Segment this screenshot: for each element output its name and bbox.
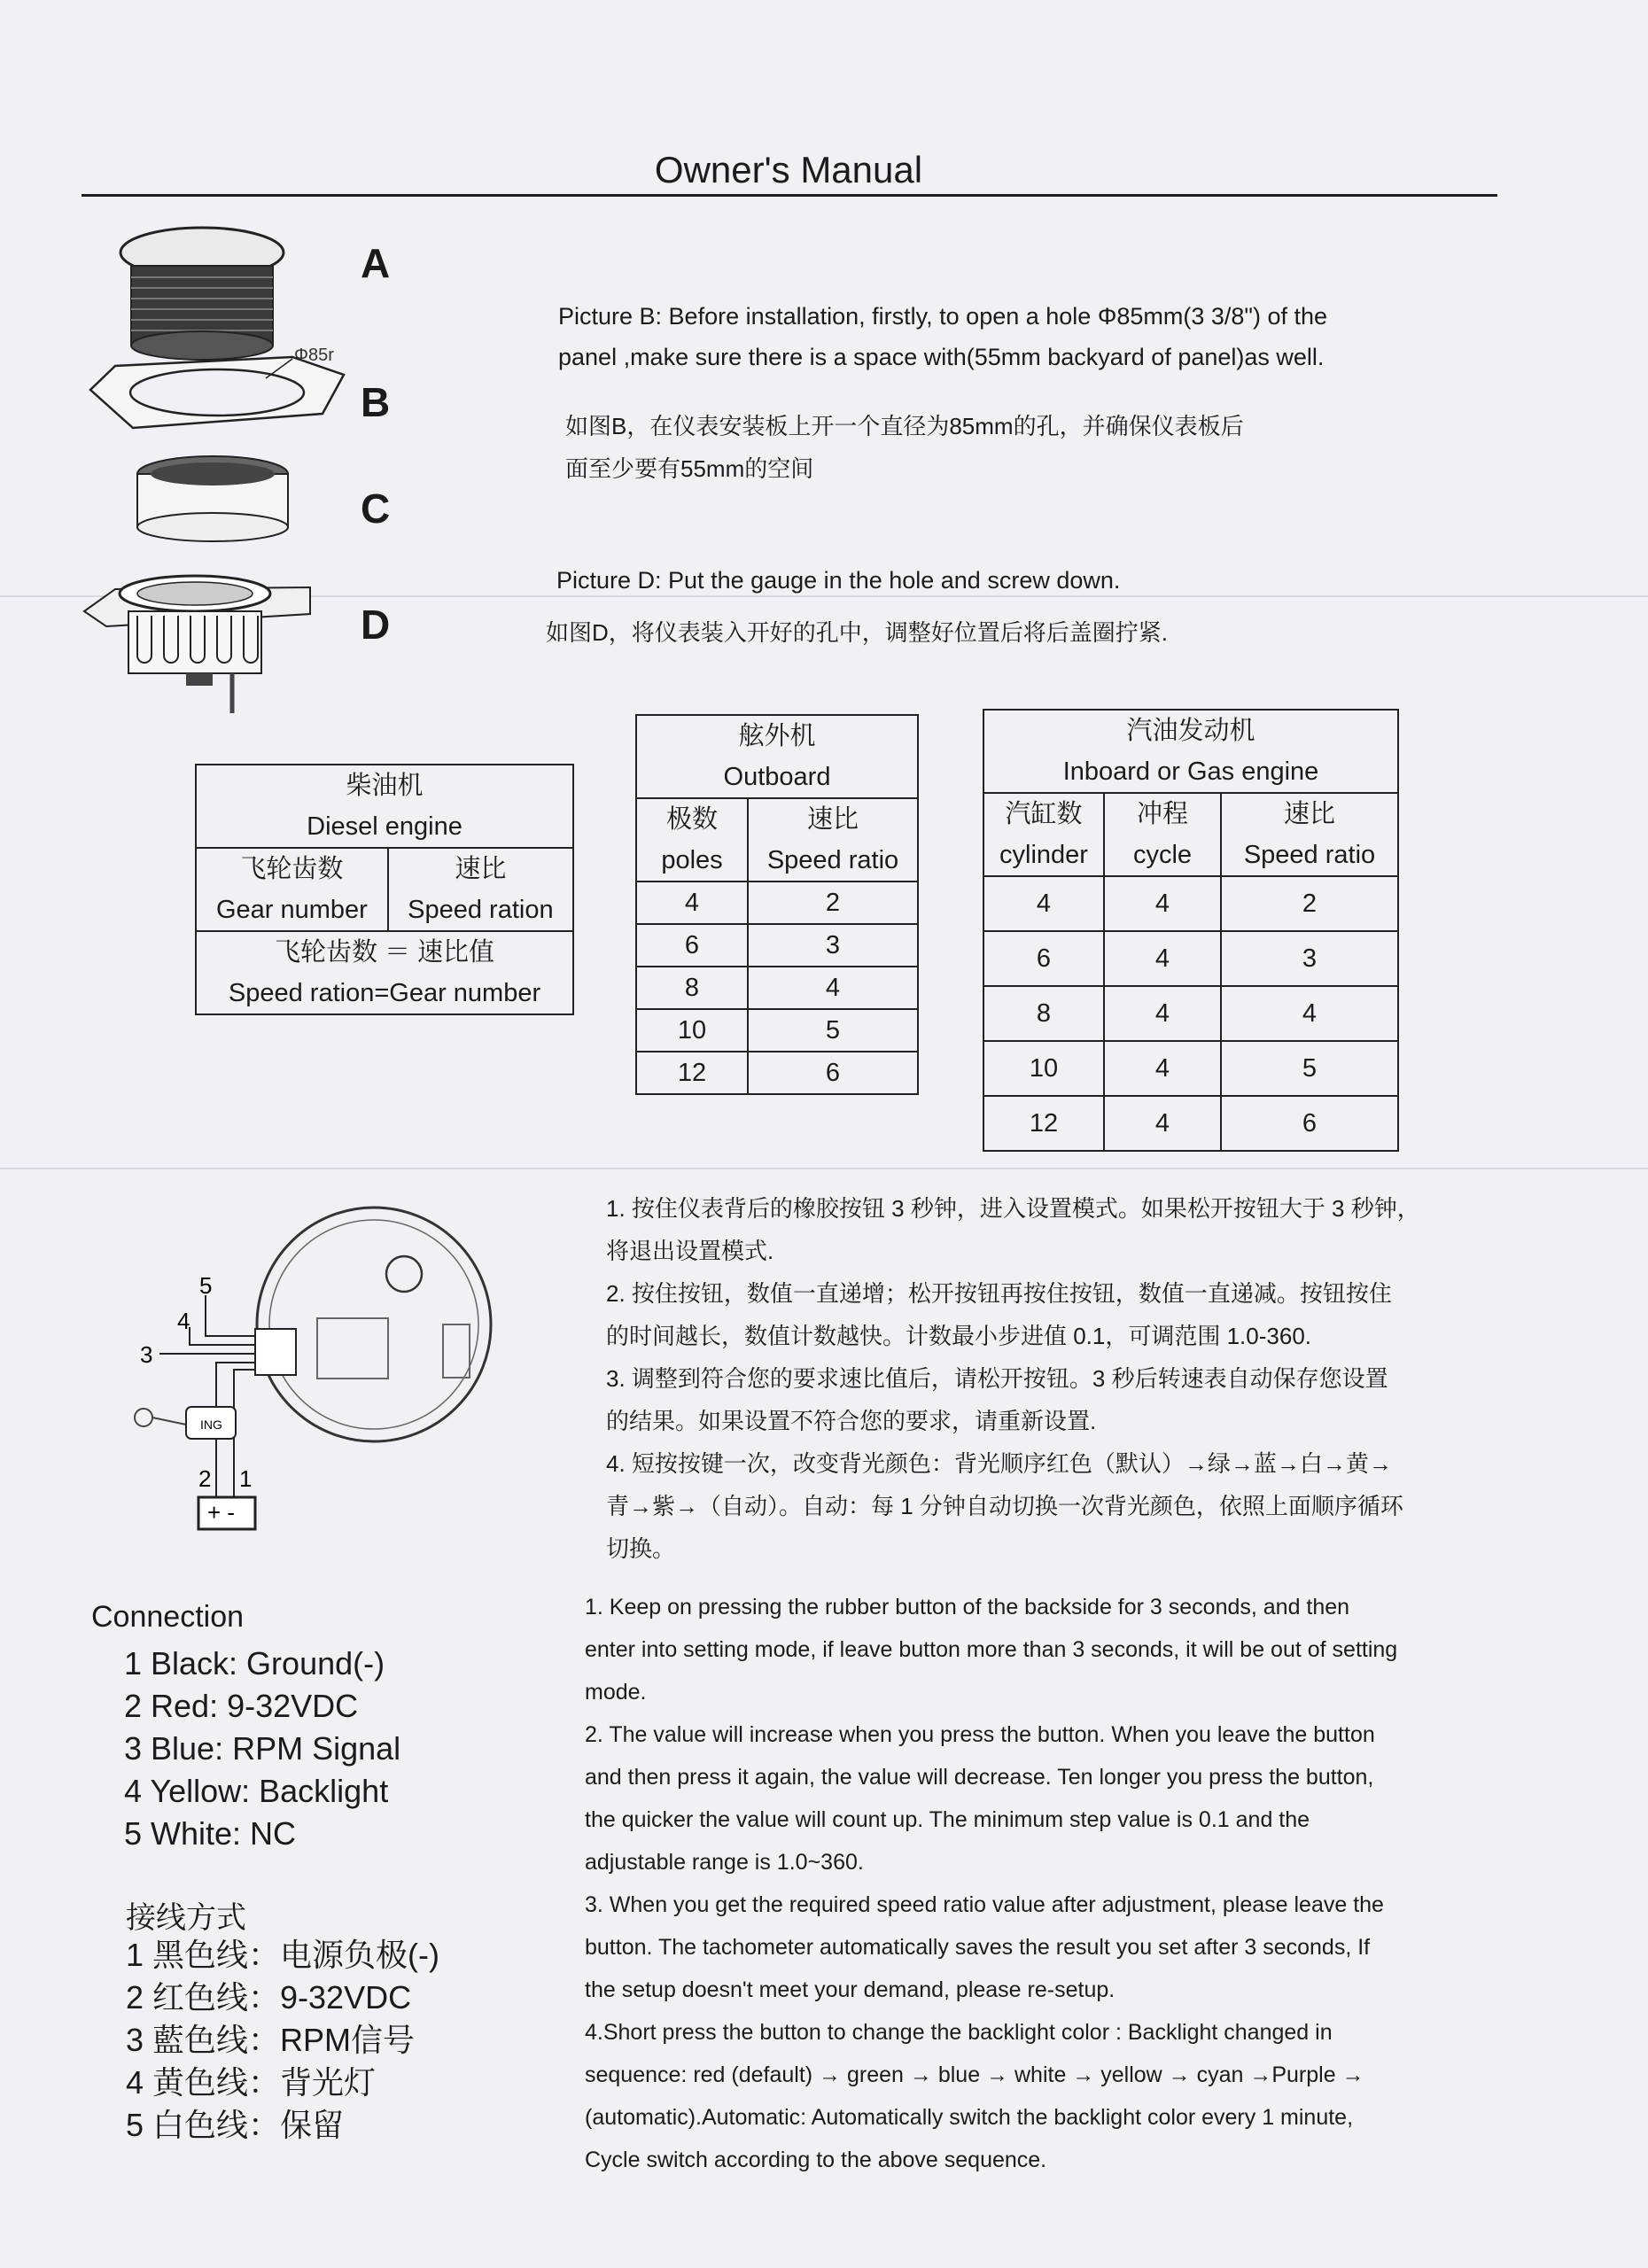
table-cell: 12 [983, 1096, 1104, 1151]
diesel-col1-en: Gear number [215, 896, 368, 924]
ignition-switch-label: ING [200, 1418, 222, 1432]
table-cell: 6 [983, 931, 1104, 986]
picture-b-en-line2: panel ,make sure there is a space with(55mm backyard of panel)as well. [558, 344, 1325, 370]
table-cell: 4 [1104, 1041, 1221, 1096]
pin-5-label: 5 [199, 1272, 213, 1299]
picture-b-cn-text [565, 405, 1451, 490]
instruction-cn-line: 1. 按住仪表背后的橡胶按钮 3 秒钟，进入设置模式。如果松开按钮大于 3 秒钟， [606, 1195, 1420, 1222]
diesel-col2-header [388, 848, 573, 931]
table-cell: 3 [748, 924, 918, 967]
connection-list-cn [126, 1934, 533, 2147]
instruction-cn-line: 的时间越长，数值计数越快。计数最小步进值 0.1，可调范围 1.0-360. [606, 1323, 1311, 1349]
mounted-gauge-drawing [84, 576, 310, 713]
gauge-body-drawing [120, 228, 284, 360]
diesel-title-cell [196, 765, 573, 848]
picture-b-cn-line1: 如图B，在仪表安装板上开一个直径为85mm的孔，并确保仪表板后 [565, 413, 1244, 439]
instruction-en-line: the setup doesn't meet your demand, please re-setup. [585, 1977, 1116, 2002]
paper-fold [0, 1168, 1648, 1169]
inboard-col2-cn: 冲程 [1136, 800, 1188, 828]
table-row [636, 1009, 918, 1052]
table-cell: 4 [1104, 1096, 1221, 1151]
table-row [983, 1096, 1398, 1151]
outboard-col2-cn: 速比 [806, 805, 859, 834]
table-cell: 8 [636, 967, 748, 1009]
table-cell: 4 [1104, 931, 1221, 986]
table-cell: 4 [636, 882, 748, 924]
label-b: B [361, 379, 391, 425]
outboard-table [635, 714, 919, 1095]
instructions-cn [606, 1187, 1492, 1570]
outboard-col1-header [636, 798, 748, 882]
outboard-col1-cn: 极数 [665, 805, 718, 834]
table-row [636, 967, 918, 1009]
instruction-cn-line: 将退出设置模式. [606, 1238, 774, 1264]
outboard-col2-en: Speed ratio [766, 846, 899, 874]
picture-b-en-line1: Picture B: Before installation, firstly, to open a hole Φ85mm(3 3/8") of the [558, 303, 1328, 330]
inboard-col2-header [1104, 793, 1221, 876]
table-row [983, 876, 1398, 931]
table-cell: 4 [748, 967, 918, 1009]
instruction-en-line: sequence: red (default) → green → blue → white → yellow → cyan →Purple → [585, 2062, 1364, 2087]
hole-diameter-label: Φ85r [294, 346, 334, 365]
table-row [983, 986, 1398, 1041]
label-d: D [361, 602, 391, 648]
instructions-en [585, 1586, 1480, 2181]
diesel-engine-table [195, 764, 574, 1015]
connection-item-cn: 2 红色线：9-32VDC [126, 1979, 412, 2016]
table-row [983, 1041, 1398, 1096]
table-row [636, 1052, 918, 1094]
inboard-title-cell [983, 710, 1398, 793]
diesel-formula-cell [196, 931, 573, 1014]
connection-list [124, 1643, 532, 1855]
connection-item-cn: 3 藍色线：RPM信号 [126, 2022, 416, 2058]
table-cell: 4 [983, 876, 1104, 931]
outboard-title-en: Outboard [723, 763, 831, 791]
pin-4-label: 4 [177, 1308, 190, 1334]
table-row [636, 924, 918, 967]
inboard-col1-en: cylinder [999, 841, 1088, 869]
table-cell: 6 [748, 1052, 918, 1094]
diesel-col2-cn: 速比 [455, 855, 507, 883]
connection-item-cn: 1 黑色线：电源负极(-) [126, 1937, 439, 1973]
instruction-cn-line: 3. 调整到符合您的要求速比值后，请松开按钮。3 秒后转速表自动保存您设置 [606, 1365, 1388, 1392]
connection-heading: Connection [91, 1600, 245, 1634]
outboard-col2-header [748, 798, 918, 882]
table-cell: 4 [1221, 986, 1398, 1041]
label-c: C [361, 485, 391, 532]
instruction-cn-line: 4. 短按按键一次，改变背光颜色：背光顺序红色（默认）→绿→蓝→白→黄→ [606, 1450, 1392, 1477]
battery-label: + - [207, 1499, 236, 1526]
instruction-en-line: 2. The value will increase when you press the button. When you leave the button [585, 1722, 1375, 1747]
table-cell: 10 [636, 1009, 748, 1052]
retaining-ring-drawing [137, 456, 288, 541]
connection-item: 3 Blue: RPM Signal [124, 1730, 401, 1767]
instruction-cn-line: 青→紫→（自动）。自动：每 1 分钟自动切换一次背光颜色，依照上面顺序循环 [606, 1493, 1403, 1519]
table-cell: 10 [983, 1041, 1104, 1096]
inboard-col3-cn: 速比 [1283, 800, 1335, 828]
instruction-en-line: (automatic).Automatic: Automatically switch the backlight color every 1 minute, [585, 2105, 1354, 2130]
table-cell: 12 [636, 1052, 748, 1094]
connection-item: 1 Black: Ground(-) [124, 1645, 385, 1682]
page-title: Owner's Manual [654, 149, 923, 190]
picture-b-cn-line2: 面至少要有55mm的空间 [565, 455, 814, 482]
inboard-title-en: Inboard or Gas engine [1062, 757, 1319, 786]
outboard-col1-en: poles [661, 846, 723, 874]
diesel-col1-cn: 飞轮齿数 [240, 855, 344, 883]
table-cell: 8 [983, 986, 1104, 1041]
connection-item: 5 White: NC [124, 1815, 297, 1852]
diesel-title-cn: 柴油机 [346, 772, 424, 800]
installation-illustration [80, 217, 363, 722]
table-cell: 2 [1221, 876, 1398, 931]
inboard-col3-header [1221, 793, 1398, 876]
diesel-col1-header [196, 848, 388, 931]
diesel-formula-en: Speed ration=Gear number [228, 979, 541, 1007]
table-row [636, 882, 918, 924]
picture-d-cn-text: 如图D，将仪表装入开好的孔中，调整好位置后将后盖圈拧紧. [546, 619, 1169, 646]
instruction-en-line: Cycle switch according to the above sequence. [585, 2148, 1047, 2172]
instruction-cn-line: 的结果。如果设置不符合您的要求，请重新设置. [606, 1408, 1097, 1434]
label-a: A [361, 240, 391, 286]
instruction-en-line: adjustable range is 1.0~360. [585, 1850, 864, 1875]
outboard-title-cn: 舷外机 [738, 722, 816, 750]
table-cell: 4 [1104, 876, 1221, 931]
diesel-title-en: Diesel engine [307, 812, 463, 841]
connection-heading-cn: 接线方式 [126, 1901, 246, 1935]
instruction-en-line: 1. Keep on pressing the rubber button of the backside for 3 seconds, and then [585, 1595, 1350, 1619]
table-cell: 5 [1221, 1041, 1398, 1096]
title-divider [82, 194, 1497, 197]
connection-item: 4 Yellow: Backlight [124, 1773, 389, 1809]
pin-2-label: 2 [198, 1465, 212, 1492]
pin-1-label: 1 [239, 1465, 253, 1492]
instruction-en-line: the quicker the value will count up. The minimum step value is 0.1 and the [585, 1807, 1310, 1832]
instruction-cn-line: 切换。 [606, 1535, 676, 1562]
instruction-cn-line: 2. 按住按钮，数值一直递增；松开按钮再按住按钮，数值一直递减。按钮按住 [606, 1280, 1392, 1307]
inboard-col1-header [983, 793, 1104, 876]
inboard-title-cn: 汽油发动机 [1126, 717, 1255, 745]
table-cell: 6 [1221, 1096, 1398, 1151]
instruction-en-line: enter into setting mode, if leave button more than 3 seconds, it will be out of setting [585, 1637, 1398, 1662]
inboard-col3-en: Speed ratio [1243, 841, 1376, 869]
diesel-col2-en: Speed ration [408, 896, 554, 924]
table-cell: 6 [636, 924, 748, 967]
diesel-formula-cn: 飞轮齿数 ＝ 速比值 [274, 938, 495, 967]
instruction-en-line: button. The tachometer automatically saves the result you set after 3 seconds, If [585, 1935, 1371, 1960]
table-cell: 4 [1104, 986, 1221, 1041]
inboard-table [983, 709, 1399, 1152]
instruction-en-line: and then press it again, the value will decrease. Ten longer you press the button, [585, 1765, 1374, 1790]
inboard-col1-cn: 汽缸数 [1005, 800, 1083, 828]
wiring-diagram [124, 1205, 532, 1542]
table-cell: 5 [748, 1009, 918, 1052]
connection-item-cn: 5 白色线：保留 [126, 2107, 345, 2143]
instruction-en-line: 3. When you get the required speed ratio value after adjustment, please leave the [585, 1892, 1384, 1917]
instruction-en-line: mode. [585, 1680, 647, 1705]
inboard-col2-en: cycle [1132, 841, 1193, 869]
table-cell: 3 [1221, 931, 1398, 986]
picture-d-en-text: Picture D: Put the gauge in the hole and screw down. [556, 567, 1121, 594]
connection-item-cn: 4 黄色线：背光灯 [126, 2064, 377, 2101]
table-cell: 2 [748, 882, 918, 924]
picture-b-text [558, 296, 1497, 377]
instruction-en-line: 4.Short press the button to change the backlight color : Backlight changed in [585, 2020, 1333, 2045]
pin-3-label: 3 [140, 1341, 153, 1368]
outboard-title-cell [636, 715, 918, 798]
table-row [983, 931, 1398, 986]
connection-item: 2 Red: 9-32VDC [124, 1688, 359, 1724]
